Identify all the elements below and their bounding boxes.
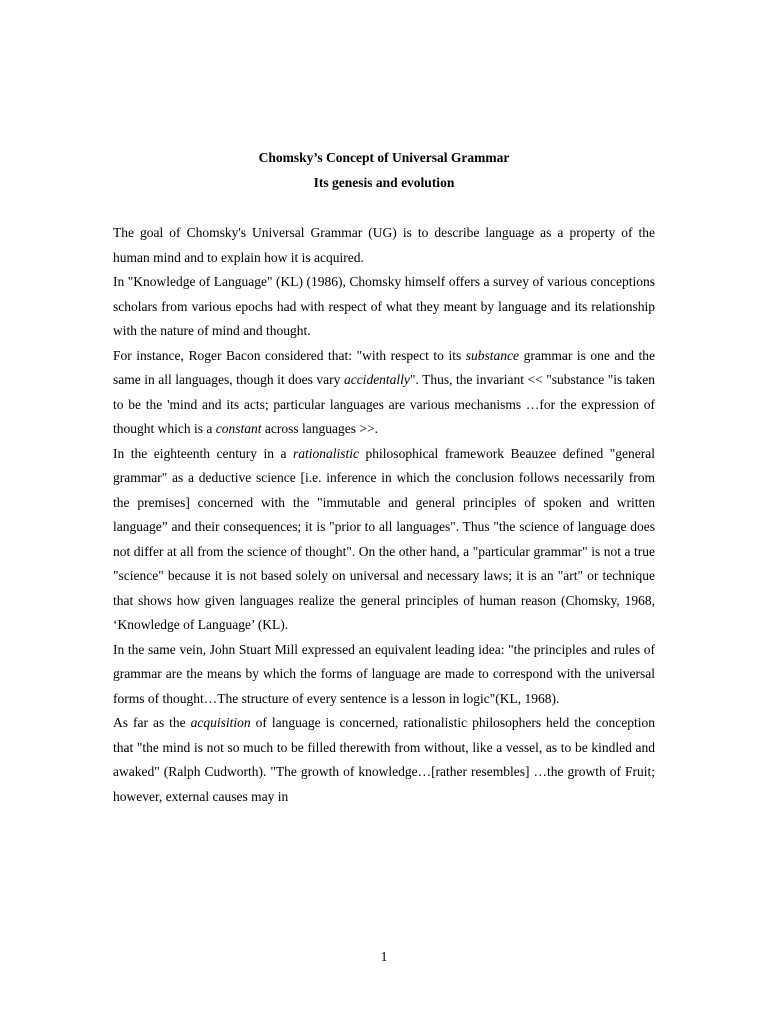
paragraph-text: grammar is one and the same in all languages, though it does vary (113, 347, 655, 387)
italic-text: acquisition (190, 715, 251, 730)
paragraph-text: of language is concerned, rationalistic philosophers held the conception that "the mind is not so much to be filled therewith from without, like a vessel, as to be kindled and awaked" (Ralph Cudworth). "The growth of knowledge…[rather resembles] …the growth of Fruit; however, external causes may in (113, 715, 655, 804)
body-paragraph (113, 221, 655, 270)
italic-text: substance (465, 347, 520, 363)
paragraph-text: In the eighteenth century in a (113, 445, 294, 461)
italic-text: rationalistic (293, 445, 360, 461)
page-number: 1 (380, 949, 388, 964)
body-paragraph (113, 711, 655, 809)
paragraph-text: In "Knowledge of Language" (KL) (1986), Chomsky himself offers a survey of various conceptions scholars from various epochs had with respect of what they meant by language and its relationship with the nature of mind and thought. (113, 274, 655, 338)
paragraph-text: As far as the (113, 715, 191, 730)
paragraph-text: philosophical framework Beauzee defined "general grammar" as a deductive science [i.e. inference in which the conclusion follows necessarily from the premises] concerned with the "immutable and general principles of spoken and written language” and their consequences; it is "prior to all languages". Thus "the science of language does not differ at all from the science of thought". On the other hand, a "particular grammar" is not a true "science" because it is not based solely on universal and necessary laws; it is an "art" or technique that shows how given languages realize the general principles of human reason (Chomsky, 1968, ‘Knowledge of Language’ (KL). (113, 445, 655, 632)
document-title: Chomsky’s Concept of Universal Grammar (258, 150, 510, 165)
italic-text: constant (215, 421, 262, 436)
paragraph-text: In the same vein, John Stuart Mill expressed an equivalent leading idea: "the principles and rules of grammar are the means by which the forms of language are made to correspond with the universal forms of thought…The structure of every sentence is a lesson in logic"(KL, 1968). (113, 641, 655, 706)
body-paragraph (113, 344, 655, 442)
paragraph-text: across languages >>. (261, 421, 378, 436)
body-paragraph (113, 638, 655, 712)
body-paragraph (113, 270, 655, 344)
paragraph-text: ". Thus, the invariant << "substance "is taken to be the 'mind and its acts; particular languages are various mechanisms …for the expression of thought which is a (113, 372, 656, 436)
italic-text: accidentally (343, 372, 410, 387)
document-body (113, 221, 655, 809)
paragraph-text: For instance, Roger Bacon considered that: "with respect to its (113, 347, 466, 363)
body-paragraph (113, 442, 655, 638)
paragraph-text: The goal of Chomsky's Universal Grammar (UG) is to describe language as a property of the human mind and to explain how it is acquired. (113, 225, 655, 265)
document-subtitle: Its genesis and evolution (313, 175, 455, 190)
